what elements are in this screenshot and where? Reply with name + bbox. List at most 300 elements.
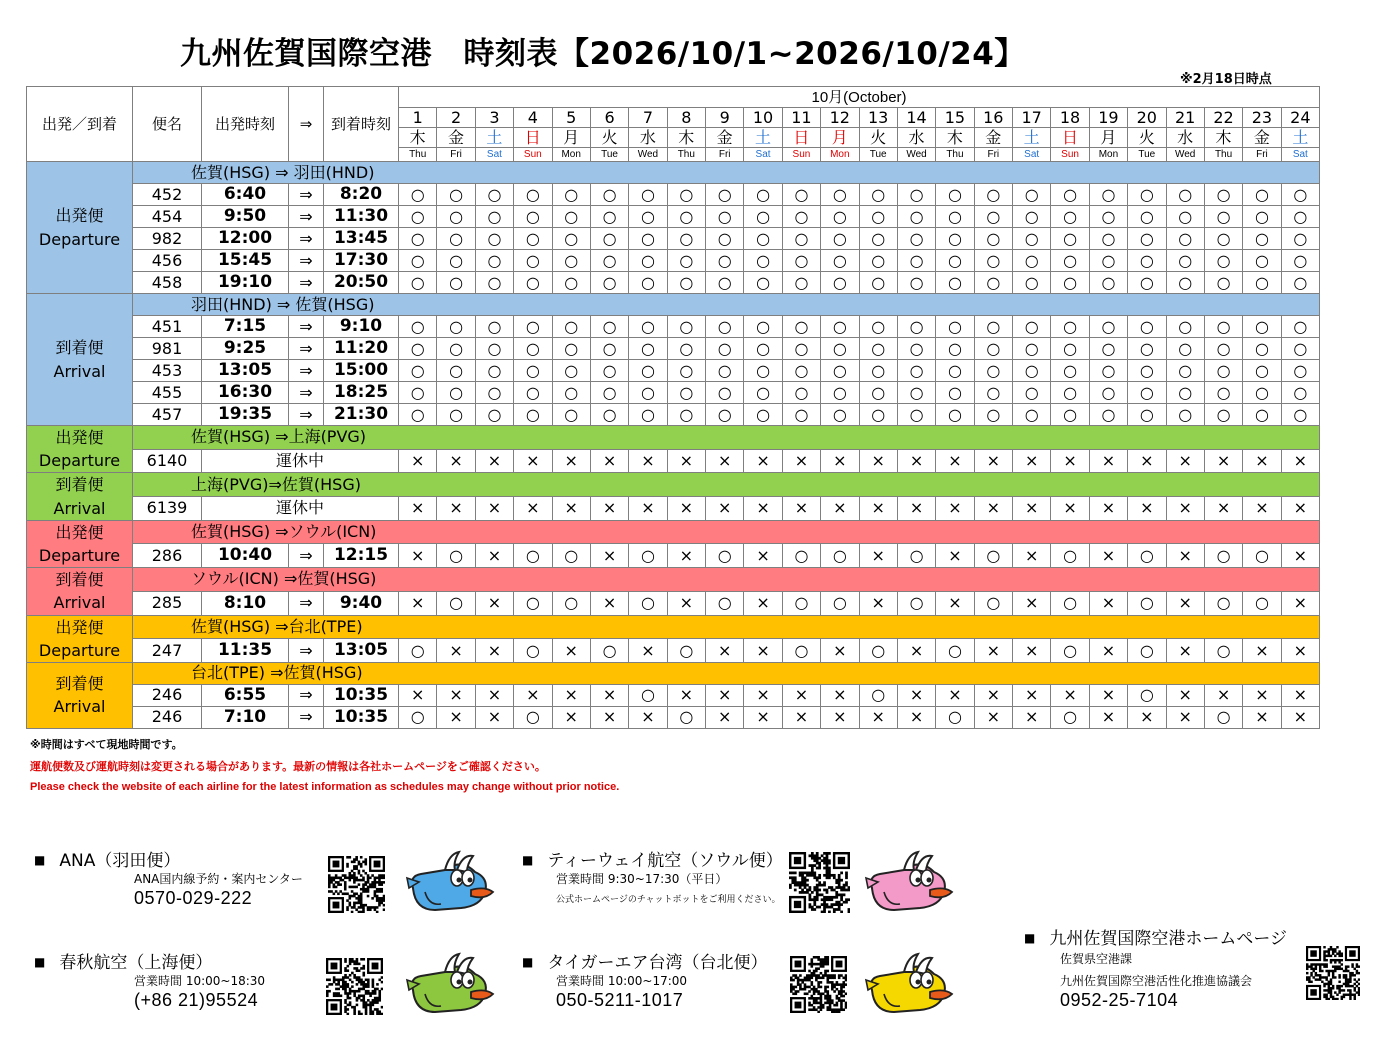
arrow-icon: ⇒ (289, 360, 324, 382)
operating-mark: ○ (1204, 316, 1242, 338)
operating-mark: ○ (936, 184, 974, 206)
not-operating-mark: × (475, 639, 513, 663)
not-operating-mark: × (821, 497, 859, 521)
operating-mark: ○ (706, 206, 744, 228)
day-weekday-jp: 日 (782, 128, 820, 148)
not-operating-mark: × (667, 684, 705, 706)
not-operating-mark: × (936, 684, 974, 706)
operating-mark: ○ (1166, 228, 1204, 250)
header-arr-time: 到着時刻 (324, 87, 399, 162)
operating-mark: ○ (859, 684, 897, 706)
section-label-en: Arrival (53, 593, 106, 613)
operating-mark: ○ (1204, 639, 1242, 663)
operating-mark: ○ (1128, 338, 1166, 360)
operating-mark: ○ (399, 228, 437, 250)
operating-mark: ○ (552, 206, 590, 228)
not-operating-mark: × (974, 449, 1012, 473)
day-weekday-en: Tue (859, 148, 897, 162)
route-header: 佐賀(HSG) ⇒ 羽田(HND) (133, 162, 1320, 184)
contact-ana (34, 846, 303, 908)
operating-mark: ○ (744, 382, 782, 404)
operating-mark: ○ (1051, 316, 1089, 338)
operating-mark: ○ (821, 206, 859, 228)
operating-mark: ○ (1051, 228, 1089, 250)
operating-mark: ○ (936, 382, 974, 404)
not-operating-mark: × (629, 449, 667, 473)
not-operating-mark: × (1166, 449, 1204, 473)
not-operating-mark: × (629, 639, 667, 663)
not-operating-mark: × (552, 639, 590, 663)
operating-mark: ○ (859, 316, 897, 338)
day-weekday-jp: 土 (1281, 128, 1319, 148)
not-operating-mark: × (706, 639, 744, 663)
operating-mark: ○ (1013, 316, 1051, 338)
section-label (27, 294, 133, 426)
not-operating-mark: × (1051, 497, 1089, 521)
contact-ana-sub: ANA国内線予約・案内センター (134, 872, 303, 886)
not-operating-mark: × (1051, 684, 1089, 706)
section-label (27, 426, 133, 473)
day-number: 3 (475, 108, 513, 128)
operating-mark: ○ (974, 360, 1012, 382)
operating-mark: ○ (974, 250, 1012, 272)
not-operating-mark: × (399, 497, 437, 521)
operating-mark: ○ (1051, 639, 1089, 663)
operating-mark: ○ (590, 639, 628, 663)
section-label-jp: 出発便 (55, 428, 104, 447)
not-operating-mark: × (1243, 449, 1281, 473)
not-operating-mark: × (1128, 449, 1166, 473)
operating-mark: ○ (1281, 184, 1319, 206)
operating-mark: ○ (936, 272, 974, 294)
route-header: 上海(PVG)⇒佐賀(HSG) (133, 473, 1320, 497)
qr-code-tway[interactable] (789, 852, 850, 913)
operating-mark: ○ (1128, 228, 1166, 250)
bullet-icon: ■ (34, 853, 46, 867)
qr-code-tiger[interactable] (790, 956, 847, 1013)
arrival-time: 13:45 (324, 228, 399, 250)
not-operating-mark: × (1013, 497, 1051, 521)
page-title: 九州佐賀国際空港 時刻表【2026/10/1~2026/10/24】 (180, 36, 1026, 72)
operating-mark: ○ (897, 591, 935, 615)
operating-mark: ○ (897, 338, 935, 360)
bullet-icon: ■ (1024, 931, 1036, 945)
contact-airport-council: 九州佐賀国際空港活性化推進協議会 (1060, 974, 1253, 988)
operating-mark: ○ (1051, 184, 1089, 206)
not-operating-mark: × (744, 497, 782, 521)
operating-mark: ○ (974, 272, 1012, 294)
day-weekday-en: Sat (475, 148, 513, 162)
operating-mark: ○ (552, 272, 590, 294)
operating-mark: ○ (1166, 184, 1204, 206)
day-weekday-en: Sun (1051, 148, 1089, 162)
not-operating-mark: × (1166, 639, 1204, 663)
not-operating-mark: × (1013, 684, 1051, 706)
operating-mark: ○ (437, 404, 475, 426)
arrow-icon: ⇒ (289, 639, 324, 663)
operating-mark: ○ (1204, 228, 1242, 250)
flight-row (27, 684, 1320, 706)
operating-mark: ○ (782, 544, 820, 568)
departure-time: 11:35 (202, 639, 289, 663)
day-number: 22 (1204, 108, 1242, 128)
not-operating-mark: × (1013, 544, 1051, 568)
operating-mark: ○ (859, 639, 897, 663)
day-number: 15 (936, 108, 974, 128)
flight-number: 455 (133, 382, 202, 404)
day-weekday-jp: 火 (590, 128, 628, 148)
operating-mark: ○ (667, 639, 705, 663)
operating-mark: ○ (936, 316, 974, 338)
operating-mark: ○ (590, 184, 628, 206)
operating-mark: ○ (629, 184, 667, 206)
route-header: 佐賀(HSG) ⇒台北(TPE) (133, 615, 1320, 639)
operating-mark: ○ (706, 316, 744, 338)
operating-mark: ○ (629, 250, 667, 272)
not-operating-mark: × (590, 544, 628, 568)
departure-time: 15:45 (202, 250, 289, 272)
flight-number: 286 (133, 544, 202, 568)
arrival-time: 12:15 (324, 544, 399, 568)
arrival-time: 15:00 (324, 360, 399, 382)
arrow-icon: ⇒ (289, 338, 324, 360)
operating-mark: ○ (1051, 591, 1089, 615)
contact-spring-hours: 営業時間 10:00~18:30 (134, 974, 266, 988)
operating-mark: ○ (1013, 184, 1051, 206)
not-operating-mark: × (399, 544, 437, 568)
operating-mark: ○ (1204, 360, 1242, 382)
operating-mark: ○ (744, 316, 782, 338)
flight-number: 247 (133, 639, 202, 663)
operating-mark: ○ (475, 404, 513, 426)
operating-mark: ○ (590, 404, 628, 426)
flight-row (27, 591, 1320, 615)
mascot-tiger-icon (864, 950, 954, 1018)
day-number: 9 (706, 108, 744, 128)
suspended-status: 運休中 (202, 497, 399, 521)
day-weekday-jp: 火 (859, 128, 897, 148)
contact-ana-phone: 0570-029-222 (134, 888, 253, 908)
not-operating-mark: × (821, 639, 859, 663)
operating-mark: ○ (514, 706, 552, 728)
operating-mark: ○ (1204, 184, 1242, 206)
arrow-icon: ⇒ (289, 184, 324, 206)
not-operating-mark: × (475, 449, 513, 473)
day-weekday-jp: 火 (1128, 128, 1166, 148)
operating-mark: ○ (514, 316, 552, 338)
operating-mark: ○ (437, 338, 475, 360)
departure-time: 7:10 (202, 706, 289, 728)
day-weekday-en: Fri (706, 148, 744, 162)
flight-row (27, 360, 1320, 382)
day-weekday-en: Thu (667, 148, 705, 162)
not-operating-mark: × (1089, 449, 1127, 473)
arrow-icon: ⇒ (289, 250, 324, 272)
section-label-jp: 到着便 (55, 475, 104, 495)
header-dep-time: 出発時刻 (202, 87, 289, 162)
operating-mark: ○ (399, 706, 437, 728)
not-operating-mark: × (590, 684, 628, 706)
day-weekday-jp: 木 (399, 128, 437, 148)
operating-mark: ○ (475, 382, 513, 404)
operating-mark: ○ (1281, 228, 1319, 250)
section-label (27, 615, 133, 662)
operating-mark: ○ (782, 228, 820, 250)
not-operating-mark: × (1243, 706, 1281, 728)
operating-mark: ○ (744, 272, 782, 294)
contact-spring-name: 春秋航空（上海便） (59, 953, 213, 973)
not-operating-mark: × (744, 639, 782, 663)
operating-mark: ○ (1166, 404, 1204, 426)
operating-mark: ○ (667, 184, 705, 206)
operating-mark: ○ (936, 250, 974, 272)
qr-code-ana[interactable] (328, 856, 385, 913)
operating-mark: ○ (1128, 684, 1166, 706)
day-weekday-en: Sun (782, 148, 820, 162)
day-weekday-jp: 水 (1166, 128, 1204, 148)
operating-mark: ○ (475, 250, 513, 272)
day-weekday-jp: 月 (821, 128, 859, 148)
operating-mark: ○ (667, 338, 705, 360)
operating-mark: ○ (1089, 360, 1127, 382)
flight-row (27, 272, 1320, 294)
operating-mark: ○ (974, 404, 1012, 426)
operating-mark: ○ (399, 250, 437, 272)
operating-mark: ○ (936, 639, 974, 663)
not-operating-mark: × (1089, 639, 1127, 663)
flight-row (27, 316, 1320, 338)
not-operating-mark: × (437, 449, 475, 473)
not-operating-mark: × (1281, 706, 1319, 728)
not-operating-mark: × (1243, 497, 1281, 521)
operating-mark: ○ (936, 338, 974, 360)
operating-mark: ○ (514, 591, 552, 615)
not-operating-mark: × (629, 497, 667, 521)
operating-mark: ○ (706, 184, 744, 206)
day-weekday-jp: 月 (552, 128, 590, 148)
operating-mark: ○ (399, 184, 437, 206)
operating-mark: ○ (1281, 206, 1319, 228)
operating-mark: ○ (1243, 382, 1281, 404)
operating-mark: ○ (514, 639, 552, 663)
not-operating-mark: × (1089, 684, 1127, 706)
day-weekday-jp: 土 (475, 128, 513, 148)
day-weekday-jp: 木 (936, 128, 974, 148)
bullet-icon: ■ (522, 853, 534, 867)
departure-time: 6:55 (202, 684, 289, 706)
flight-number: 456 (133, 250, 202, 272)
operating-mark: ○ (667, 228, 705, 250)
not-operating-mark: × (936, 544, 974, 568)
day-weekday-en: Mon (1089, 148, 1127, 162)
header-dep-arr: 出発／到着 (27, 87, 133, 162)
operating-mark: ○ (744, 338, 782, 360)
section-label-en: Departure (38, 451, 121, 471)
operating-mark: ○ (821, 250, 859, 272)
operating-mark: ○ (475, 338, 513, 360)
operating-mark: ○ (399, 404, 437, 426)
operating-mark: ○ (514, 206, 552, 228)
operating-mark: ○ (1128, 316, 1166, 338)
operating-mark: ○ (552, 591, 590, 615)
not-operating-mark: × (744, 449, 782, 473)
departure-time: 12:00 (202, 228, 289, 250)
operating-mark: ○ (1166, 360, 1204, 382)
not-operating-mark: × (1089, 544, 1127, 568)
bullet-icon: ■ (34, 955, 46, 969)
not-operating-mark: × (974, 497, 1012, 521)
day-weekday-en: Wed (897, 148, 935, 162)
day-weekday-jp: 土 (744, 128, 782, 148)
contact-tway-hours: 営業時間 9:30~17:30（平日） (556, 872, 728, 886)
not-operating-mark: × (475, 544, 513, 568)
operating-mark: ○ (667, 404, 705, 426)
departure-time: 19:35 (202, 404, 289, 426)
day-number: 8 (667, 108, 705, 128)
operating-mark: ○ (859, 206, 897, 228)
operating-mark: ○ (552, 228, 590, 250)
operating-mark: ○ (744, 250, 782, 272)
qr-code-airport[interactable] (1306, 946, 1360, 1000)
operating-mark: ○ (514, 360, 552, 382)
not-operating-mark: × (897, 449, 935, 473)
operating-mark: ○ (1013, 206, 1051, 228)
not-operating-mark: × (1281, 449, 1319, 473)
qr-code-spring[interactable] (326, 958, 383, 1015)
operating-mark: ○ (1128, 404, 1166, 426)
day-weekday-en: Fri (1243, 148, 1281, 162)
operating-mark: ○ (744, 184, 782, 206)
arrival-time: 21:30 (324, 404, 399, 426)
not-operating-mark: × (782, 449, 820, 473)
section-label-en: Departure (38, 229, 121, 249)
not-operating-mark: × (590, 449, 628, 473)
operating-mark: ○ (1204, 382, 1242, 404)
day-weekday-en: Tue (590, 148, 628, 162)
operating-mark: ○ (1128, 250, 1166, 272)
operating-mark: ○ (629, 228, 667, 250)
not-operating-mark: × (1281, 591, 1319, 615)
operating-mark: ○ (629, 544, 667, 568)
not-operating-mark: × (744, 706, 782, 728)
day-weekday-jp: 金 (1243, 128, 1281, 148)
note-local-time: ※時間はすべて現地時間です。 (30, 738, 183, 751)
not-operating-mark: × (514, 497, 552, 521)
operating-mark: ○ (1051, 206, 1089, 228)
day-number: 12 (821, 108, 859, 128)
day-weekday-jp: 木 (667, 128, 705, 148)
section-label (27, 662, 133, 728)
operating-mark: ○ (1089, 184, 1127, 206)
operating-mark: ○ (936, 404, 974, 426)
not-operating-mark: × (1281, 639, 1319, 663)
operating-mark: ○ (859, 360, 897, 382)
operating-mark: ○ (706, 338, 744, 360)
mascot-spring-icon (405, 950, 495, 1018)
operating-mark: ○ (897, 184, 935, 206)
day-weekday-jp: 日 (1051, 128, 1089, 148)
not-operating-mark: × (629, 706, 667, 728)
flight-row (27, 382, 1320, 404)
flight-number: 458 (133, 272, 202, 294)
mascot-tway-icon (864, 848, 954, 916)
not-operating-mark: × (897, 497, 935, 521)
operating-mark: ○ (859, 228, 897, 250)
operating-mark: ○ (1166, 250, 1204, 272)
section-label (27, 520, 133, 567)
operating-mark: ○ (782, 184, 820, 206)
departure-time: 16:30 (202, 382, 289, 404)
operating-mark: ○ (1243, 206, 1281, 228)
operating-mark: ○ (859, 184, 897, 206)
operating-mark: ○ (437, 591, 475, 615)
contact-tway-name: ティーウェイ航空（ソウル便） (547, 851, 783, 871)
day-number: 20 (1128, 108, 1166, 128)
operating-mark: ○ (1051, 360, 1089, 382)
flight-row (27, 338, 1320, 360)
mascot-ana-icon (405, 848, 495, 916)
flight-row (27, 449, 1320, 473)
day-weekday-jp: 金 (437, 128, 475, 148)
contact-tiger-phone: 050-5211-1017 (556, 990, 684, 1010)
flight-row (27, 404, 1320, 426)
operating-mark: ○ (514, 184, 552, 206)
operating-mark: ○ (552, 338, 590, 360)
operating-mark: ○ (821, 382, 859, 404)
departure-time: 19:10 (202, 272, 289, 294)
operating-mark: ○ (590, 206, 628, 228)
not-operating-mark: × (782, 684, 820, 706)
departure-time: 10:40 (202, 544, 289, 568)
flight-row (27, 184, 1320, 206)
operating-mark: ○ (1281, 404, 1319, 426)
operating-mark: ○ (1013, 404, 1051, 426)
operating-mark: ○ (514, 250, 552, 272)
operating-mark: ○ (1204, 404, 1242, 426)
operating-mark: ○ (399, 316, 437, 338)
operating-mark: ○ (706, 382, 744, 404)
operating-mark: ○ (552, 544, 590, 568)
day-weekday-en: Sun (514, 148, 552, 162)
operating-mark: ○ (706, 228, 744, 250)
operating-mark: ○ (629, 206, 667, 228)
header-month: 10月(October) (399, 87, 1320, 108)
operating-mark: ○ (706, 544, 744, 568)
operating-mark: ○ (897, 250, 935, 272)
operating-mark: ○ (974, 184, 1012, 206)
day-number: 13 (859, 108, 897, 128)
as-of-date: ※2月18日時点 (1180, 72, 1272, 87)
not-operating-mark: × (706, 497, 744, 521)
operating-mark: ○ (552, 184, 590, 206)
arrow-icon: ⇒ (289, 316, 324, 338)
arrival-time: 20:50 (324, 272, 399, 294)
flight-number: 982 (133, 228, 202, 250)
day-number: 7 (629, 108, 667, 128)
not-operating-mark: × (974, 706, 1012, 728)
not-operating-mark: × (706, 684, 744, 706)
flight-row (27, 639, 1320, 663)
operating-mark: ○ (782, 382, 820, 404)
operating-mark: ○ (552, 316, 590, 338)
day-number: 1 (399, 108, 437, 128)
flight-number: 246 (133, 706, 202, 728)
operating-mark: ○ (399, 382, 437, 404)
day-number: 5 (552, 108, 590, 128)
route-header: 佐賀(HSG) ⇒上海(PVG) (133, 426, 1320, 450)
operating-mark: ○ (859, 338, 897, 360)
day-weekday-jp: 水 (629, 128, 667, 148)
